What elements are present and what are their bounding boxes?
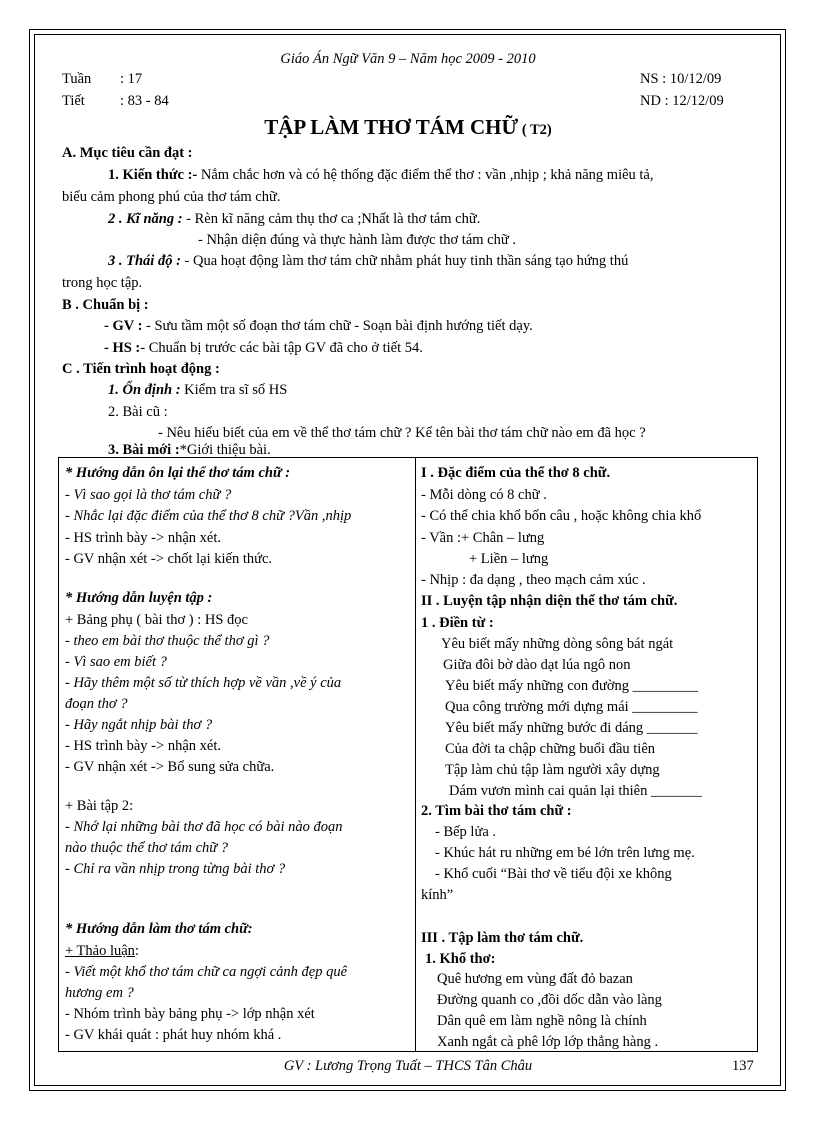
right-row: - Khổ cuối “Bài thơ về tiểu đội xe không [435,866,672,882]
right-row: - Bếp lửa . [435,824,497,840]
header-title: Giáo Án Ngữ Văn 9 – Năm học 2009 - 2010 [280,51,536,67]
skill-text-2: - Nhận diện đúng và thực hành làm được thơ tám chữ . [198,232,516,248]
right-row: II . Luyện tập nhận diện thể thơ tám chữ. [421,593,678,609]
stabilize-text: Kiểm tra sĩ số HS [180,382,288,398]
table-column-divider [415,458,416,1051]
oldlesson-label: 2. Bài cũ : [108,404,168,420]
left-row: - Vì sao gọi là thơ tám chữ ? [65,487,232,503]
left-row: + Bảng phụ ( bài thơ ) : HS đọc [65,612,248,628]
section-a-heading: A. Mục tiêu cần đạt : [62,145,193,161]
right-row: 1 . Điền từ : [421,615,494,631]
left-row: - Nhớ lại những bài thơ đã học có bài nào đoạn [65,819,343,835]
hs-label: - HS : [104,340,141,356]
skill-line-1 [108,209,480,229]
nd-date: ND : 12/12/09 [640,93,724,109]
section-c-heading: C . Tiến trình hoạt động : [62,361,220,377]
knowledge-label: 1. Kiến thức :- [108,167,198,183]
left-row: - Vì sao em biết ? [65,654,167,670]
right-row: - Mỗi dòng có 8 chữ . [421,487,547,503]
attitude-text-1: - Qua hoạt động làm thơ tám chữ nhằm phát huy tinh thần sáng tạo hứng thú [180,253,629,269]
knowledge-text-2: biểu cảm phong phú của thơ tám chữ. [62,189,281,205]
right-row: + Liền – lưng [469,551,549,567]
left-row: - Nhắc lại đặc điểm của thể thơ 8 chữ ?Vần ,nhịp [65,508,352,524]
newlesson-text: *Giới thiệu bài. [179,442,271,458]
poem-line: Quê hương em vùng đất đỏ bazan [437,971,633,987]
poem-line: Đường quanh co ,đồi dốc dẫn vào làng [437,992,662,1008]
stabilize-line [108,380,287,400]
right-row: - Vần :+ Chân – lưng [421,530,545,546]
skill-text-1: - Rèn kĩ năng cảm thụ thơ ca ;Nhất là thơ tám chữ. [182,211,481,227]
left-row: - Chỉ ra vần nhịp trong từng bài thơ ? [65,861,286,877]
left-row: - Hãy thêm một số từ thích hợp về vần ,về ý của [65,675,342,691]
left-row: * Hướng dẫn làm thơ tám chữ: [65,921,253,937]
poem-line: Yêu biết mấy những dòng sông bát ngát [441,636,674,652]
right-row: - Nhịp : đa dạng , theo mạch cảm xúc . [421,572,646,588]
right-row: III . Tập làm thơ tám chữ. [421,930,584,946]
left-row: - HS trình bày -> nhận xét. [65,530,221,546]
right-row: - Có thể chia khổ bốn câu , hoặc không chia khổ [421,508,702,524]
poem-line: Xanh ngắt cà phê lớp lớp thẳng hàng . [437,1034,659,1050]
gv-label: - GV : [104,318,143,334]
hs-line [104,338,423,358]
poem-line: Qua công trường mới dựng mái _________ [445,699,698,715]
poem-line: Tập làm chủ tập làm người xây dựng [445,762,660,778]
left-row: - Viết một khổ thơ tám chữ ca ngợi cảnh đẹp quê [65,964,348,980]
poem-line: Giữa đôi bờ dào dạt lúa ngô non [443,657,631,673]
attitude-text-2: trong học tập. [62,275,143,291]
right-row: 2. Tìm bài thơ tám chữ : [421,803,572,819]
discussion-colon: : [134,943,139,959]
left-row [65,941,139,961]
left-row: - GV nhận xét -> chốt lại kiến thức. [65,551,273,567]
right-row: 1. Khổ thơ: [425,951,496,967]
hs-text: - Chuẩn bị trước các bài tập GV đã cho ở tiết 54. [140,340,423,356]
poem-line: Yêu biết mấy những bước đi dáng _______ [445,720,698,736]
right-row: I . Đặc điểm của thể thơ 8 chữ. [421,465,611,481]
poem-line: Dân quê em làm nghề nông là chính [437,1013,647,1029]
attitude-line-1 [108,251,628,271]
poem-line: Của đời ta chập chững buổi đầu tiên [445,741,656,757]
attitude-label: 3 . Thái độ : [108,253,181,269]
left-row: - GV khái quát : phát huy nhóm khá . [65,1027,282,1043]
page-number: 137 [732,1058,754,1074]
poem-line: Yêu biết mấy những con đường _________ [445,678,698,694]
right-row: kính” [421,887,454,903]
skill-label: 2 . Kĩ năng : [108,211,183,227]
lesson-table [58,457,758,1052]
week-label: Tuần [62,71,92,87]
poem-line: Dám vươn mình cai quản lại thiên _______ [449,783,702,799]
discussion-label: + Thảo luận [65,943,135,959]
left-row: nào thuộc thể thơ tám chữ ? [65,840,229,856]
left-row: - Nhóm trình bày bảng phụ -> lớp nhận xét [65,1006,315,1022]
week-value: : 17 [120,71,143,87]
lesson-label: Tiết [62,93,85,109]
left-row: đoạn thơ ? [65,696,128,712]
left-row: - GV nhận xét -> Bổ sung sửa chữa. [65,759,275,775]
left-row: * Hướng dẫn ôn lại thể thơ tám chữ : [65,465,291,481]
footer-text: GV : Lương Trọng Tuất – THCS Tân Châu [283,1058,533,1074]
page-title [0,114,816,143]
gv-text: - Sưu tầm một số đoạn thơ tám chữ - Soạn bài định hướng tiết dạy. [142,318,533,334]
title-sub: ( T2) [518,122,552,138]
stabilize-label: 1. Ổn định : [108,382,181,398]
ns-date: NS : 10/12/09 [640,71,722,87]
oldlesson-text: - Nêu hiểu biết của em về thể thơ tám chữ ? Kể tên bài thơ tám chữ nào em đã học ? [158,425,646,441]
right-row: - Khúc hát ru những em bé lớn trên lưng mẹ. [435,845,695,861]
left-row: - theo em bài thơ thuộc thể thơ gì ? [65,633,270,649]
gv-line [104,316,533,336]
title-main: TẬP LÀM THƠ TÁM CHỮ [264,115,519,139]
left-row: hương em ? [65,985,134,1001]
section-b-heading: B . Chuẩn bị : [62,297,149,313]
left-row: - HS trình bày -> nhận xét. [65,738,221,754]
left-row: * Hướng dẫn luyện tập : [65,590,213,606]
newlesson-label: 3. Bài mới : [108,442,180,458]
knowledge-text-1: Nắm chắc hơn và có hệ thống đặc điểm thể thơ : vần ,nhịp ; khả năng miêu tả, [197,167,654,183]
knowledge-line-1 [108,165,654,185]
lesson-value: : 83 - 84 [120,93,169,109]
left-row: + Bài tập 2: [65,798,134,814]
left-row: - Hãy ngắt nhịp bài thơ ? [65,717,213,733]
